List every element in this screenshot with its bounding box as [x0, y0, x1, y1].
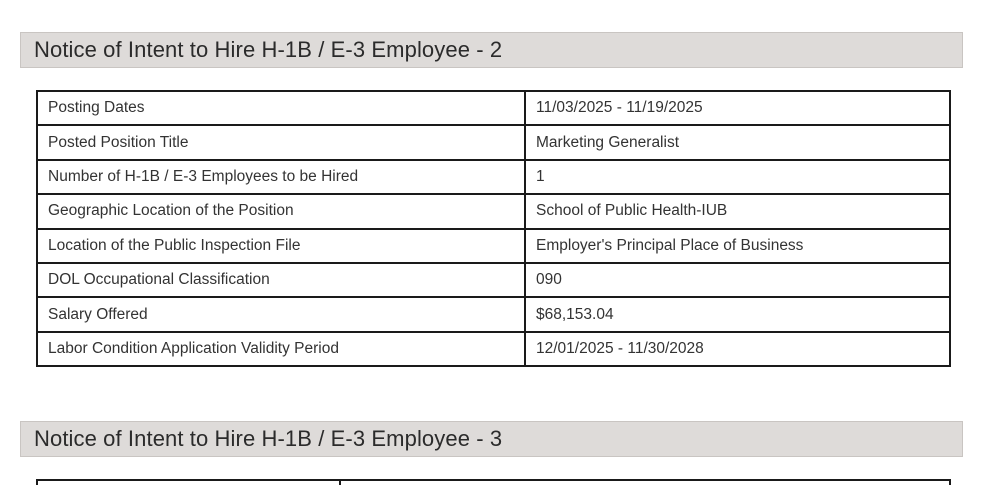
notice-table-employee-2 — [36, 90, 951, 367]
section-title-text: Notice of Intent to Hire H-1B / E-3 Employee - 3 — [34, 426, 503, 451]
row-label: Number of H-1B / E-3 Employees to be Hired — [37, 160, 525, 194]
row-label: Posting Dates — [37, 91, 525, 125]
row-label: Labor Condition Application Validity Period — [37, 332, 525, 366]
row-value: $68,153.04 — [525, 297, 950, 331]
row-label: Geographic Location of the Position — [37, 194, 525, 228]
row-value: 090 — [525, 263, 950, 297]
row-value — [340, 480, 950, 485]
row-value: 12/01/2025 - 11/30/2028 — [525, 332, 950, 366]
row-label: Location of the Public Inspection File — [37, 229, 525, 263]
row-value: 11/03/2025 - 11/19/2025 — [525, 91, 950, 125]
table-row — [37, 229, 950, 263]
section-title-employee-2 — [20, 32, 963, 68]
row-value: Employer's Principal Place of Business — [525, 229, 950, 263]
row-value: Marketing Generalist — [525, 125, 950, 159]
table-row — [37, 125, 950, 159]
row-label: Posted Position Title — [37, 125, 525, 159]
notice-table-employee-3 — [36, 479, 951, 485]
row-value: 1 — [525, 160, 950, 194]
table-row — [37, 297, 950, 331]
table-row — [37, 480, 950, 485]
table-row — [37, 263, 950, 297]
table-row — [37, 332, 950, 366]
table-row — [37, 160, 950, 194]
table-row — [37, 91, 950, 125]
row-value: School of Public Health-IUB — [525, 194, 950, 228]
section-title-employee-3 — [20, 421, 963, 457]
row-label: Salary Offered — [37, 297, 525, 331]
table-row — [37, 194, 950, 228]
row-label: DOL Occupational Classification — [37, 263, 525, 297]
section-title-text: Notice of Intent to Hire H-1B / E-3 Employee - 2 — [34, 37, 503, 62]
row-label — [37, 480, 340, 485]
